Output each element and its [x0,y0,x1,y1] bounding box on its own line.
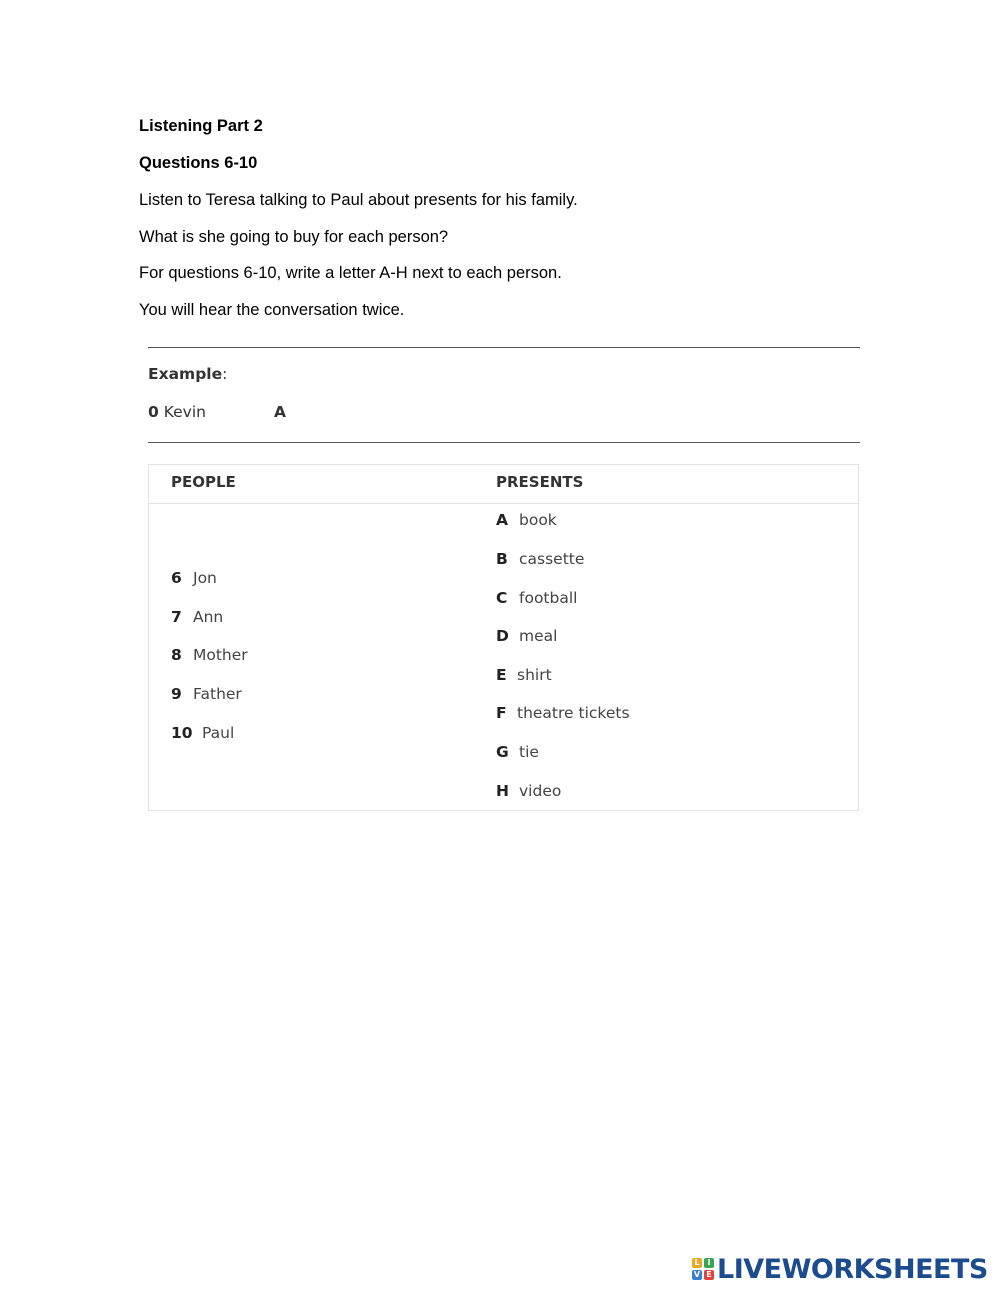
instruction-2: What is she going to buy for each person? [139,228,449,246]
example-number: 0 [148,403,159,421]
present-item: B cassette [496,550,585,568]
table-header [149,465,858,504]
logo-mark-icon: L I V E [692,1258,714,1280]
matching-table [148,464,859,811]
present-item: D meal [496,627,558,645]
present-item: G tie [496,743,539,761]
person-item: 10 Paul [171,724,235,742]
subheading: Questions 6-10 [139,154,258,172]
person-item: 6 Jon [171,569,217,587]
example-box [148,347,860,443]
instruction-4: You will hear the conversation twice. [139,301,405,319]
example-row [148,403,206,421]
person-item: 8 Mother [171,646,248,664]
liveworksheets-logo [692,1253,988,1285]
present-item: F theatre tickets [496,704,630,722]
present-item: C football [496,589,578,607]
logo-text: LIVEWORKSHEETS [717,1253,988,1285]
instruction-1: Listen to Teresa talking to Paul about presents for his family. [139,191,578,209]
people-header: PEOPLE [171,473,236,491]
example-name: Kevin [163,403,206,421]
presents-header: PRESENTS [496,473,584,491]
person-item: 9 Father [171,685,242,703]
example-answer: A [274,403,286,421]
present-item: H video [496,782,562,800]
heading: Listening Part 2 [139,117,263,135]
example-title: Example: [148,365,228,383]
instruction-3: For questions 6-10, write a letter A-H next to each person. [139,264,562,282]
person-item: 7 Ann [171,608,224,626]
present-item: A book [496,511,557,529]
present-item: E shirt [496,666,552,684]
